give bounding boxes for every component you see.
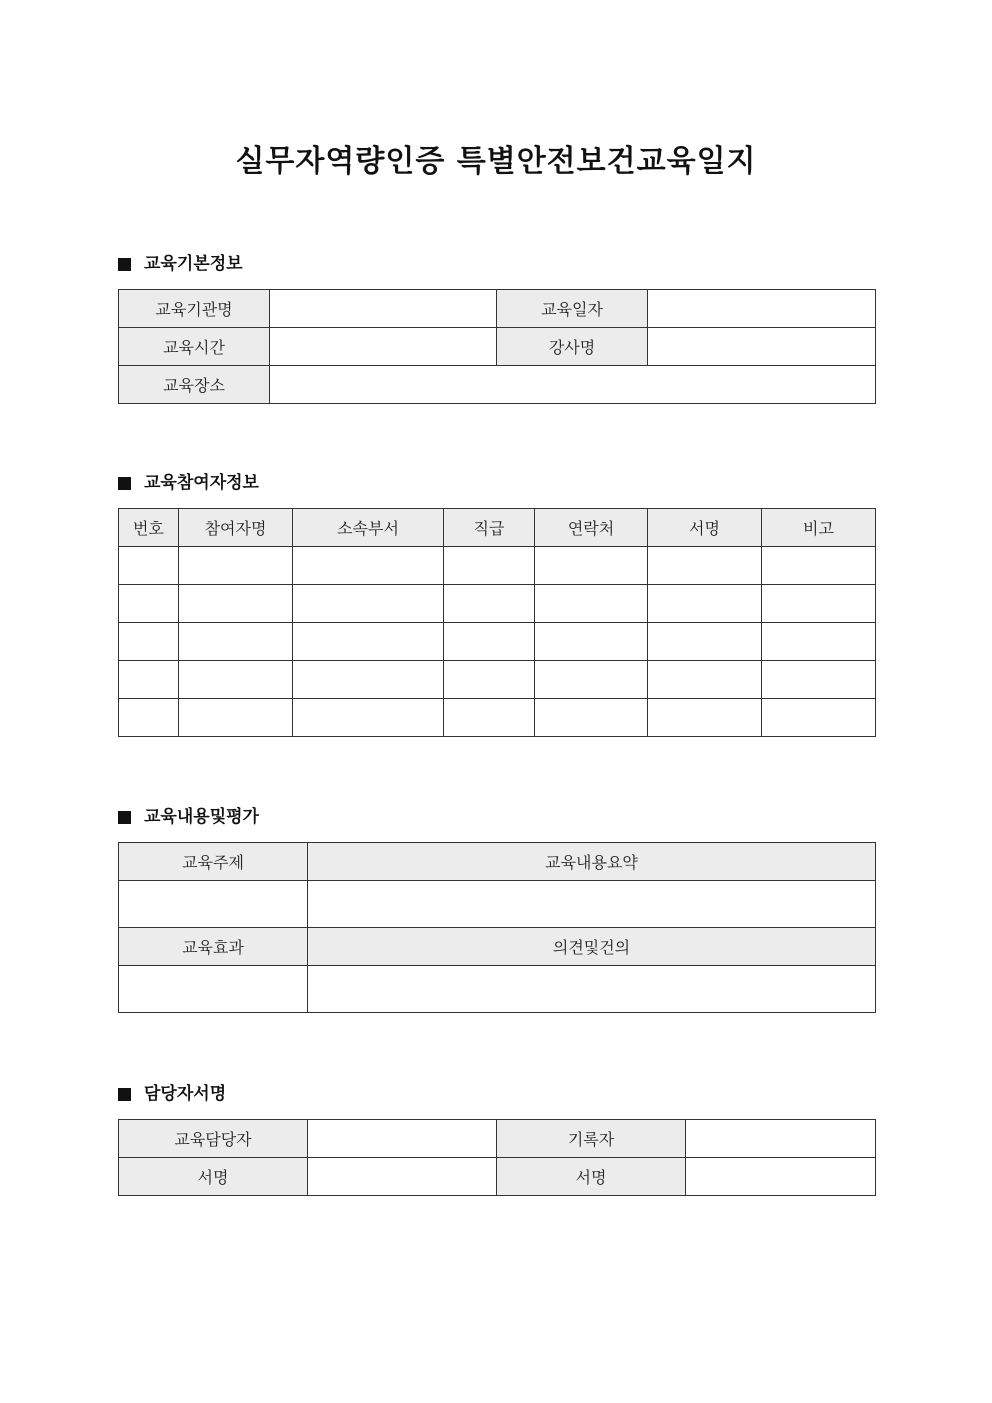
- topic-label: 교육주제: [119, 843, 308, 881]
- table-cell[interactable]: [762, 661, 876, 699]
- table-cell[interactable]: [119, 661, 179, 699]
- manager-signature-label: 서명: [119, 1158, 308, 1196]
- table-cell[interactable]: [293, 547, 444, 585]
- table-cell[interactable]: [762, 699, 876, 737]
- summary-label: 교육내용요약: [308, 843, 876, 881]
- topic-field[interactable]: [119, 881, 308, 928]
- basic-info-heading: [118, 251, 875, 277]
- square-bullet-icon: [118, 258, 131, 271]
- table-cell[interactable]: [293, 661, 444, 699]
- table-cell[interactable]: [119, 547, 179, 585]
- table-cell[interactable]: [293, 623, 444, 661]
- table-cell[interactable]: [648, 547, 762, 585]
- table-cell[interactable]: [179, 547, 293, 585]
- table-row: [119, 547, 876, 585]
- table-cell[interactable]: [648, 623, 762, 661]
- table-cell[interactable]: [444, 623, 535, 661]
- manager-label: 교육담당자: [119, 1120, 308, 1158]
- participants-heading: [118, 470, 875, 496]
- table-cell[interactable]: [535, 547, 648, 585]
- instructor-label: 강사명: [497, 328, 648, 366]
- summary-field[interactable]: [308, 881, 876, 928]
- signature-heading: [118, 1081, 875, 1107]
- column-header-remarks: 비고: [762, 509, 876, 547]
- signature-table: [118, 1119, 876, 1196]
- content-table: [118, 842, 876, 1013]
- opinion-label: 의견및건의: [308, 928, 876, 966]
- table-cell[interactable]: [444, 699, 535, 737]
- table-cell[interactable]: [444, 661, 535, 699]
- table-cell[interactable]: [648, 661, 762, 699]
- table-row: [119, 585, 876, 623]
- content-heading: [118, 804, 875, 830]
- page-title: 실무자역량인증 특별안전보건교육일지: [235, 144, 757, 179]
- participants-heading-text: 교육참여자정보: [144, 473, 259, 493]
- table-cell[interactable]: [535, 699, 648, 737]
- table-cell[interactable]: [293, 585, 444, 623]
- effect-label: 교육효과: [119, 928, 308, 966]
- recorder-signature-label: 서명: [497, 1158, 686, 1196]
- participants-section: [118, 470, 875, 737]
- table-cell[interactable]: [444, 585, 535, 623]
- manager-signature-field[interactable]: [308, 1158, 497, 1196]
- table-cell[interactable]: [179, 699, 293, 737]
- signature-heading-text: 담당자서명: [144, 1084, 227, 1104]
- institution-label: 교육기관명: [119, 290, 270, 328]
- column-header-signature: 서명: [648, 509, 762, 547]
- basic-info-heading-text: 교육기본정보: [144, 254, 243, 274]
- table-cell[interactable]: [648, 699, 762, 737]
- signature-section: [118, 1081, 875, 1196]
- square-bullet-icon: [118, 811, 131, 824]
- table-cell[interactable]: [535, 661, 648, 699]
- table-cell[interactable]: [293, 699, 444, 737]
- table-cell[interactable]: [762, 623, 876, 661]
- column-header-name: 참여자명: [179, 509, 293, 547]
- table-row: [119, 699, 876, 737]
- participants-table: [118, 508, 876, 737]
- recorder-field[interactable]: [686, 1120, 876, 1158]
- content-section: [118, 804, 875, 1013]
- content-heading-text: 교육내용및평가: [144, 807, 259, 827]
- recorder-label: 기록자: [497, 1120, 686, 1158]
- basic-info-table: [118, 289, 876, 404]
- place-field[interactable]: [270, 366, 876, 404]
- square-bullet-icon: [118, 1088, 131, 1101]
- table-cell[interactable]: [762, 547, 876, 585]
- date-label: 교육일자: [497, 290, 648, 328]
- table-row: [119, 661, 876, 699]
- place-label: 교육장소: [119, 366, 270, 404]
- opinion-field[interactable]: [308, 966, 876, 1013]
- square-bullet-icon: [118, 477, 131, 490]
- time-field[interactable]: [270, 328, 497, 366]
- instructor-field[interactable]: [648, 328, 876, 366]
- table-cell[interactable]: [535, 585, 648, 623]
- table-cell[interactable]: [179, 623, 293, 661]
- time-label: 교육시간: [119, 328, 270, 366]
- table-cell[interactable]: [762, 585, 876, 623]
- table-cell[interactable]: [179, 661, 293, 699]
- table-cell[interactable]: [119, 699, 179, 737]
- column-header-number: 번호: [119, 509, 179, 547]
- institution-field[interactable]: [270, 290, 497, 328]
- column-header-position: 직급: [444, 509, 535, 547]
- effect-field[interactable]: [119, 966, 308, 1013]
- column-header-department: 소속부서: [293, 509, 444, 547]
- table-cell[interactable]: [119, 585, 179, 623]
- date-field[interactable]: [648, 290, 876, 328]
- recorder-signature-field[interactable]: [686, 1158, 876, 1196]
- manager-field[interactable]: [308, 1120, 497, 1158]
- table-cell[interactable]: [179, 585, 293, 623]
- table-cell[interactable]: [535, 623, 648, 661]
- table-cell[interactable]: [648, 585, 762, 623]
- table-cell[interactable]: [119, 623, 179, 661]
- table-cell[interactable]: [444, 547, 535, 585]
- table-row: [119, 623, 876, 661]
- column-header-contact: 연락처: [535, 509, 648, 547]
- basic-info-section: [118, 251, 875, 404]
